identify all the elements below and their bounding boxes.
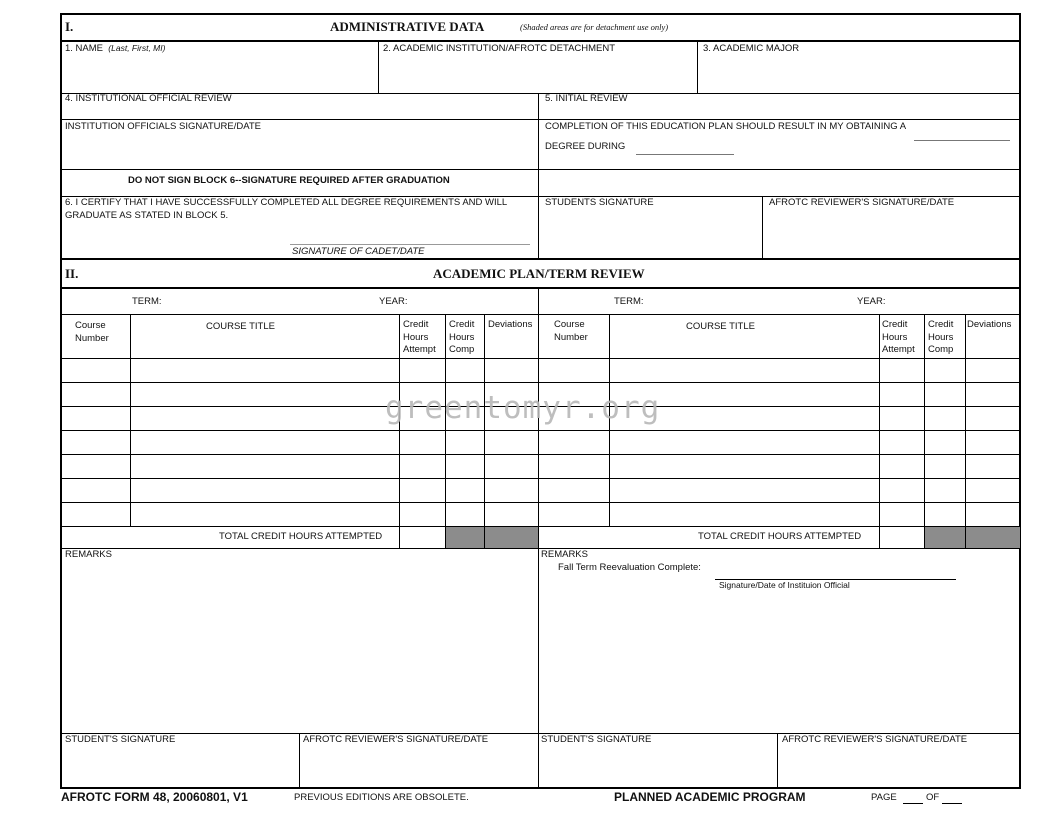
course-cell-input[interactable] <box>612 505 877 522</box>
course-cell-input[interactable] <box>968 505 1017 522</box>
page-total-input[interactable] <box>942 791 962 803</box>
major-label: 3. ACADEMIC MAJOR <box>703 43 800 54</box>
course-cell-input[interactable] <box>882 433 922 450</box>
of-label: OF <box>926 792 940 803</box>
student-signature-label-left: STUDENT'S SIGNATURE <box>65 734 176 745</box>
grid-row-line <box>60 526 1021 527</box>
course-cell-input[interactable] <box>927 457 963 474</box>
total-credit-label-left: TOTAL CREDIT HOURS ATTEMPTED <box>219 531 383 542</box>
year-label-left: YEAR: <box>379 296 408 307</box>
grid-row-line <box>60 382 1021 383</box>
course-cell-input[interactable] <box>402 361 443 378</box>
course-cell-input[interactable] <box>133 433 397 450</box>
term-label-right: TERM: <box>614 296 644 307</box>
divider <box>60 314 1021 315</box>
institution-label: 2. ACADEMIC INSTITUTION/AFROTC DETACHMENT <box>383 43 616 54</box>
reviewer-signature-label-right: AFROTC REVIEWER'S SIGNATURE/DATE <box>782 734 968 745</box>
course-cell-input[interactable] <box>968 433 1017 450</box>
shaded-total-deviations-right <box>966 527 1020 548</box>
course-cell-input[interactable] <box>612 361 877 378</box>
col-header-course-number-right: Course Number <box>554 319 588 343</box>
grid-col-line <box>965 314 966 548</box>
course-cell-input[interactable] <box>64 457 128 474</box>
grid-row-line <box>60 502 1021 503</box>
grid-row-line <box>60 358 1021 359</box>
section-1-number: I. <box>65 19 74 34</box>
total-attempt-input-right[interactable] <box>882 530 922 545</box>
page-total-line <box>942 803 962 804</box>
year-input-left[interactable] <box>412 294 522 307</box>
course-cell-input[interactable] <box>882 481 922 498</box>
year-input-right[interactable] <box>890 294 1010 307</box>
official-review-label: 4. INSTITUTIONAL OFFICIAL REVIEW <box>65 93 232 104</box>
degree-line <box>914 140 1010 141</box>
course-cell-input[interactable] <box>448 457 482 474</box>
reviewer-signature-label: AFROTC REVIEWER'S SIGNATURE/DATE <box>769 197 955 208</box>
name-label: 1. NAME (Last, First, MI) <box>65 43 166 54</box>
col-header-attempt-left: Credit Hours Attempt <box>403 319 436 355</box>
certify-statement: 6. I CERTIFY THAT I HAVE SUCCESSFULLY COMPLETED ALL DEGREE REQUIREMENTS AND WILL GRADUATE AS STATED IN BLOCK 5. <box>65 197 507 221</box>
grid-col-line <box>879 314 880 548</box>
grid-col-line <box>924 314 925 548</box>
course-cell-input[interactable] <box>968 481 1017 498</box>
course-cell-input[interactable] <box>927 481 963 498</box>
degree-during-label: DEGREE DURING <box>545 141 626 152</box>
term-label-left: TERM: <box>132 296 162 307</box>
course-cell-input[interactable] <box>448 433 482 450</box>
page-number-line <box>903 803 923 804</box>
section-1-title: ADMINISTRATIVE DATA <box>330 19 485 34</box>
course-cell-input[interactable] <box>487 361 536 378</box>
course-cell-input[interactable] <box>541 481 607 498</box>
cadet-signature-line <box>290 244 530 245</box>
section-2-number: II. <box>65 266 79 281</box>
course-cell-input[interactable] <box>882 385 922 402</box>
course-cell-input[interactable] <box>927 409 963 426</box>
remarks-input-left[interactable] <box>64 562 534 728</box>
remarks-label-left: REMARKS <box>65 549 112 560</box>
grid-row-line <box>60 430 1021 431</box>
cadet-signature-label: SIGNATURE OF CADET/DATE <box>292 246 425 257</box>
student-signature-label-right: STUDENT'S SIGNATURE <box>541 734 652 745</box>
course-cell-input[interactable] <box>927 385 963 402</box>
course-cell-input[interactable] <box>927 505 963 522</box>
course-cell-input[interactable] <box>133 409 397 426</box>
divider <box>777 733 778 789</box>
col-header-deviations-right: Deviations <box>967 319 1012 330</box>
initial-review-label: 5. INITIAL REVIEW <box>545 93 628 104</box>
completion-text: COMPLETION OF THIS EDUCATION PLAN SHOULD RESULT IN MY OBTAINING A <box>545 121 907 132</box>
page-label: PAGE <box>871 792 897 803</box>
course-cell-input[interactable] <box>402 433 443 450</box>
divider <box>60 169 1021 170</box>
divider <box>538 93 539 259</box>
course-cell-input[interactable] <box>64 433 128 450</box>
course-cell-input[interactable] <box>64 481 128 498</box>
course-cell-input[interactable] <box>882 457 922 474</box>
detachment-note: (Shaded areas are for detachment use only) <box>520 22 669 32</box>
degree-input[interactable] <box>914 128 1010 140</box>
divider <box>60 40 1021 42</box>
course-cell-input[interactable] <box>64 505 128 522</box>
course-cell-input[interactable] <box>882 361 922 378</box>
obsolete-notice: PREVIOUS EDITIONS ARE OBSOLETE. <box>294 792 469 803</box>
course-cell-input[interactable] <box>882 409 922 426</box>
col-header-course-title-left: COURSE TITLE <box>206 321 275 332</box>
course-cell-input[interactable] <box>968 409 1017 426</box>
divider <box>60 258 1021 260</box>
course-cell-input[interactable] <box>133 481 397 498</box>
remarks-input-right[interactable] <box>542 596 1014 728</box>
grid-row-line <box>60 478 1021 479</box>
divider <box>378 41 379 93</box>
divider <box>60 119 1021 120</box>
grid-col-line <box>399 314 400 548</box>
divider <box>538 287 539 789</box>
divider <box>697 41 698 93</box>
official-signature-label: INSTITUTION OFFICIALS SIGNATURE/DATE <box>65 121 261 132</box>
course-cell-input[interactable] <box>882 505 922 522</box>
col-header-deviations-left: Deviations <box>488 319 533 330</box>
grid-col-line <box>445 314 446 548</box>
course-cell-input[interactable] <box>612 457 877 474</box>
col-header-course-title-right: COURSE TITLE <box>686 321 755 332</box>
year-label-right: YEAR: <box>857 296 886 307</box>
grid-row-line <box>60 454 1021 455</box>
term-input-right[interactable] <box>648 294 808 307</box>
course-cell-input[interactable] <box>133 457 397 474</box>
course-cell-input[interactable] <box>541 505 607 522</box>
degree-date-line <box>636 154 734 155</box>
col-header-attempt-right: Credit Hours Attempt <box>882 319 915 355</box>
course-cell-input[interactable] <box>402 457 443 474</box>
course-cell-input[interactable] <box>402 481 443 498</box>
major-input[interactable] <box>702 58 1014 88</box>
course-cell-input[interactable] <box>968 361 1017 378</box>
grid-col-line <box>484 314 485 548</box>
col-header-comp-right: Credit Hours Comp <box>928 319 954 355</box>
course-cell-input[interactable] <box>133 505 397 522</box>
divider <box>60 287 1021 289</box>
students-signature-label: STUDENTS SIGNATURE <box>545 197 654 208</box>
fall-reevaluation-label: Fall Term Reevaluation Complete: <box>558 562 701 573</box>
col-header-course-number-left: Course Number <box>75 320 109 344</box>
course-cell-input[interactable] <box>133 385 397 402</box>
degree-date-input[interactable] <box>636 142 734 154</box>
course-cell-input[interactable] <box>448 481 482 498</box>
divider <box>299 733 300 789</box>
course-cell-input[interactable] <box>133 361 397 378</box>
page-number-input[interactable] <box>903 791 923 803</box>
section-2-title: ACADEMIC PLAN/TERM REVIEW <box>433 266 645 281</box>
total-attempt-input-left[interactable] <box>402 530 442 545</box>
official-signature-caption: Signature/Date of Instituion Official <box>719 580 850 590</box>
course-cell-input[interactable] <box>448 505 482 522</box>
name-input[interactable] <box>64 58 374 88</box>
col-header-comp-left: Credit Hours Comp <box>449 319 475 355</box>
course-cell-input[interactable] <box>487 433 536 450</box>
shaded-total-comp-right <box>925 527 965 548</box>
course-cell-input[interactable] <box>541 433 607 450</box>
course-cell-input[interactable] <box>968 457 1017 474</box>
do-not-sign-notice: DO NOT SIGN BLOCK 6--SIGNATURE REQUIRED AFTER GRADUATION <box>128 175 450 186</box>
grid-col-line <box>130 314 131 526</box>
course-cell-input[interactable] <box>927 433 963 450</box>
form-id: AFROTC FORM 48, 20060801, V1 <box>61 790 248 804</box>
course-cell-input[interactable] <box>541 361 607 378</box>
course-cell-input[interactable] <box>927 361 963 378</box>
course-cell-input[interactable] <box>448 361 482 378</box>
total-credit-label-right: TOTAL CREDIT HOURS ATTEMPTED <box>698 531 862 542</box>
course-cell-input[interactable] <box>541 457 607 474</box>
reviewer-signature-label-left: AFROTC REVIEWER'S SIGNATURE/DATE <box>303 734 489 745</box>
institution-input[interactable] <box>382 58 692 88</box>
course-cell-input[interactable] <box>64 361 128 378</box>
divider <box>762 196 763 259</box>
course-cell-input[interactable] <box>487 505 536 522</box>
remarks-label-right: REMARKS <box>541 549 588 560</box>
course-cell-input[interactable] <box>968 385 1017 402</box>
course-cell-input[interactable] <box>612 433 877 450</box>
course-cell-input[interactable] <box>64 385 128 402</box>
shaded-total-comp-left <box>446 527 484 548</box>
form-title: PLANNED ACADEMIC PROGRAM <box>614 790 806 804</box>
course-cell-input[interactable] <box>612 481 877 498</box>
course-cell-input[interactable] <box>402 505 443 522</box>
course-cell-input[interactable] <box>64 409 128 426</box>
course-cell-input[interactable] <box>487 457 536 474</box>
course-cell-input[interactable] <box>487 481 536 498</box>
watermark: greentomyr.org <box>385 390 661 426</box>
shaded-total-deviations-left <box>485 527 538 548</box>
term-input-left[interactable] <box>166 294 316 307</box>
